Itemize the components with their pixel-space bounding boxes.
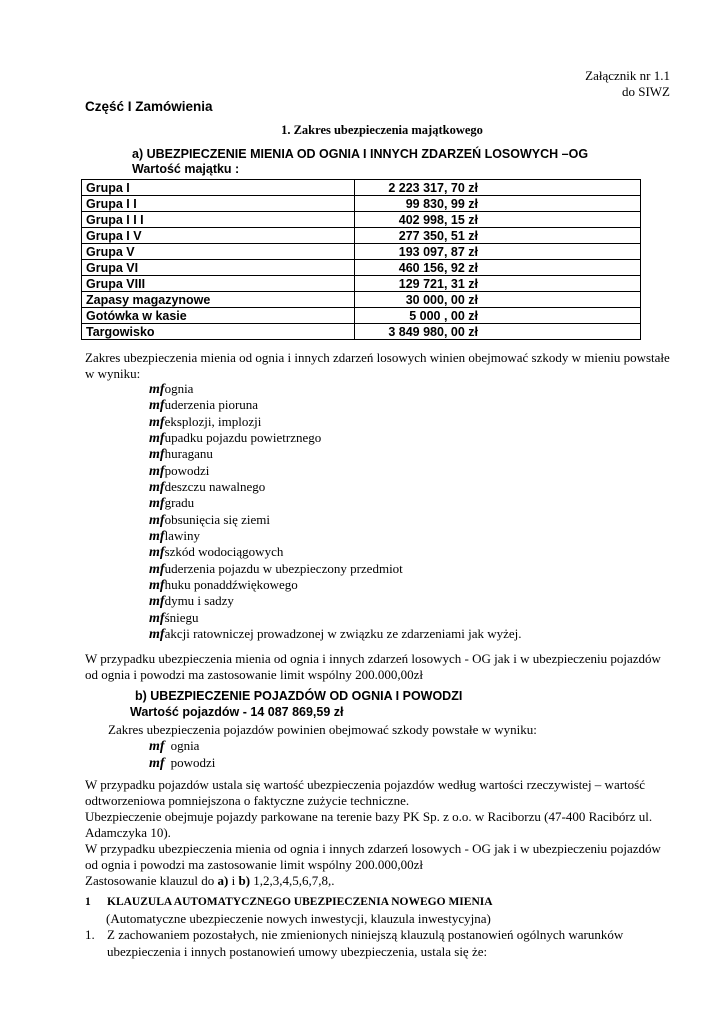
annex-line-1: Załącznik nr 1.1: [585, 68, 670, 83]
risk-text: dymu i sadzy: [164, 593, 234, 609]
risk-text: upadku pojazdu powietrznego: [164, 429, 322, 445]
risk-text: ognia: [170, 738, 200, 753]
risk-list-item: [149, 397, 258, 414]
asset-value: 2 223 317, 70 zł: [354, 180, 640, 196]
asset-name: Grupa I I I: [82, 212, 355, 228]
clause-1-point-1: [85, 927, 675, 960]
risk-text: lawiny: [164, 527, 200, 543]
asset-row: [82, 276, 641, 292]
section-b-heading: b) UBEZPIECZENIE POJAZDÓW OD OGNIA I POWODZI: [135, 689, 463, 703]
bullet-marker: mf: [149, 610, 165, 626]
bullet-marker: mf: [149, 626, 165, 642]
risk-text: powodzi: [170, 754, 216, 770]
bullet-marker: mf: [149, 528, 165, 544]
asset-value: 277 350, 51 zł: [354, 228, 640, 244]
bullet-marker: mf: [149, 382, 165, 397]
risk-list-item: [149, 610, 199, 627]
bullet-marker: mf: [149, 479, 165, 495]
risk-text: uderzenia pojazdu w ubezpieczony przedmiot: [164, 560, 403, 576]
bullet-marker: mf: [149, 739, 165, 754]
section-b-para-limit: W przypadku ubezpieczenia mienia od ognia i innych zdarzeń losowych - OG jak i w ubezpieczeniu pojazdów od ognia i powodzi ma zastosowanie limit wspólny 200.000,00zł: [85, 841, 661, 873]
annex-line-2: do SIWZ: [621, 84, 670, 99]
risk-text: eksplozji, implozji: [164, 413, 262, 429]
asset-name: Targowisko: [82, 324, 355, 340]
risk-text: uderzenia pioruna: [164, 397, 259, 413]
asset-value: 30 000, 00 zł: [354, 292, 640, 308]
asset-row: [82, 228, 641, 244]
asset-row: [82, 180, 641, 196]
asset-name: Grupa V: [82, 244, 355, 260]
asset-value: 402 998, 15 zł: [354, 212, 640, 228]
bullet-marker: mf: [149, 755, 165, 771]
section-1-title: 1. Zakres ubezpieczenia majątkowego: [281, 123, 483, 137]
asset-row: [82, 324, 641, 340]
bullet-marker: mf: [149, 398, 165, 414]
section-b-para-parking: Ubezpieczenie obejmuje pojazdy parkowane na terenie bazy PK Sp. z o.o. w Raciborzu (47-400 Racibórz ul. Adamczyka 10).: [85, 809, 653, 841]
annex-label: [585, 68, 670, 100]
asset-row: [82, 292, 641, 308]
clause-1-point-1-text: Z zachowaniem pozostałych, nie zmienionych niniejszą klauzulą postanowień ogólnych warunków ubezpieczenia i innych postanowień umowy ubezpieczenia, ustala się że:: [107, 927, 624, 959]
bullet-marker: mf: [149, 430, 165, 446]
risk-text: ognia: [164, 381, 194, 396]
risk-text: śniegu: [164, 609, 199, 625]
clauses-mid: i: [228, 873, 239, 888]
bullet-marker: mf: [149, 545, 165, 561]
risk-list-item: [149, 446, 213, 463]
bullet-marker: mf: [149, 447, 165, 463]
risk-text: huku ponaddźwiękowego: [164, 576, 298, 592]
asset-row: [82, 196, 641, 212]
risk-list-item: [149, 593, 234, 610]
section-a-limit-text: W przypadku ubezpieczenia mienia od ognia i innych zdarzeń losowych - OG jak i w ubezpieczeniu pojazdów od ognia i powodzi ma zastosowanie limit wspólny 200.000,00zł: [85, 651, 661, 683]
risk-list-item: [149, 755, 215, 772]
risk-list-item: [149, 414, 261, 431]
asset-value: 129 721, 31 zł: [354, 276, 640, 292]
bullet-marker: mf: [149, 512, 165, 528]
bullet-marker: mf: [149, 463, 165, 479]
risk-text: powodzi: [164, 462, 210, 478]
asset-value: 3 849 980, 00 zł: [354, 324, 640, 340]
clause-1-heading: [85, 896, 493, 908]
risk-list-item: [149, 561, 403, 578]
asset-value: 5 000 , 00 zł: [354, 308, 640, 324]
asset-value-table: [81, 179, 641, 340]
clauses-applied-line: [85, 873, 335, 889]
asset-row: [82, 244, 641, 260]
asset-name: Grupa I: [82, 180, 355, 196]
risk-list-item: [149, 381, 193, 398]
asset-row: [82, 212, 641, 228]
risk-text: deszczu nawalnego: [164, 478, 266, 494]
asset-value: 460 156, 92 zł: [354, 260, 640, 276]
bullet-marker: mf: [149, 594, 165, 610]
clause-1-point-1-number: 1.: [85, 927, 95, 942]
clauses-b-ref: b): [238, 873, 251, 888]
asset-name: Grupa VI: [82, 260, 355, 276]
risk-list-item: [149, 430, 321, 447]
bullet-marker: mf: [149, 577, 165, 593]
risk-list-item: [149, 626, 522, 643]
risk-text: huraganu: [164, 446, 213, 462]
clause-1-title: KLAUZULA AUTOMATYCZNEGO UBEZPIECZENIA NOWEGO MIENIA: [107, 896, 493, 908]
asset-name: Zapasy magazynowe: [82, 292, 355, 308]
section-a-value-label: Wartość majątku :: [132, 162, 240, 176]
section-b-para-value: W przypadku pojazdów ustala się wartość ubezpieczenia pojazdów według wartości rzeczywistej – wartość odtworzeniowa pomniejszona o faktyczne zużycie techniczne.: [85, 777, 645, 809]
clauses-list: 1,2,3,4,5,6,7,8,.: [250, 873, 335, 888]
risk-list-item: [149, 495, 194, 512]
risk-text: gradu: [164, 495, 195, 511]
asset-name: Grupa I V: [82, 228, 355, 244]
asset-row: [82, 260, 641, 276]
asset-row: [82, 308, 641, 324]
part-title: Część I Zamówienia: [85, 99, 213, 114]
clause-1-number: 1: [85, 896, 91, 908]
risk-list-item: [149, 544, 283, 561]
bullet-marker: mf: [149, 414, 165, 430]
section-b-scope-text: Zakres ubezpieczenia pojazdów powinien obejmować szkody powstałe w wyniku:: [108, 722, 537, 737]
risk-list-item: [149, 738, 199, 755]
risk-text: szkód wodociągowych: [164, 544, 284, 560]
section-b-value-label: Wartość pojazdów - 14 087 869,59 zł: [130, 705, 344, 719]
asset-name: Gotówka w kasie: [82, 308, 355, 324]
risk-text: akcji ratowniczej prowadzonej w związku ze zdarzeniami jak wyżej.: [164, 625, 522, 641]
risk-list-item: [149, 463, 209, 480]
risk-list-item: [149, 512, 270, 529]
risk-list-item: [149, 479, 265, 496]
asset-value: 99 830, 99 zł: [354, 196, 640, 212]
asset-name: Grupa I I: [82, 196, 355, 212]
risk-list-item: [149, 577, 298, 594]
section-a-heading: a) UBEZPIECZENIE MIENIA OD OGNIA I INNYCH ZDARZEŃ LOSOWYCH –OG: [132, 147, 589, 161]
clauses-prefix: Zastosowanie klauzul do: [85, 873, 218, 888]
asset-value: 193 097, 87 zł: [354, 244, 640, 260]
bullet-marker: mf: [149, 561, 165, 577]
risk-text: obsunięcia się ziemi: [164, 511, 270, 527]
asset-name: Grupa VIII: [82, 276, 355, 292]
clause-1-subtitle: (Automatyczne ubezpieczenie nowych inwestycji, klauzula inwestycyjna): [106, 911, 491, 926]
risk-list-item: [149, 528, 200, 545]
clauses-a-ref: a): [217, 873, 229, 888]
bullet-marker: mf: [149, 496, 165, 512]
section-a-scope-text: Zakres ubezpieczenia mienia od ognia i innych zdarzeń losowych winien obejmować szkody w mieniu powstałe w wyniku:: [85, 350, 670, 382]
